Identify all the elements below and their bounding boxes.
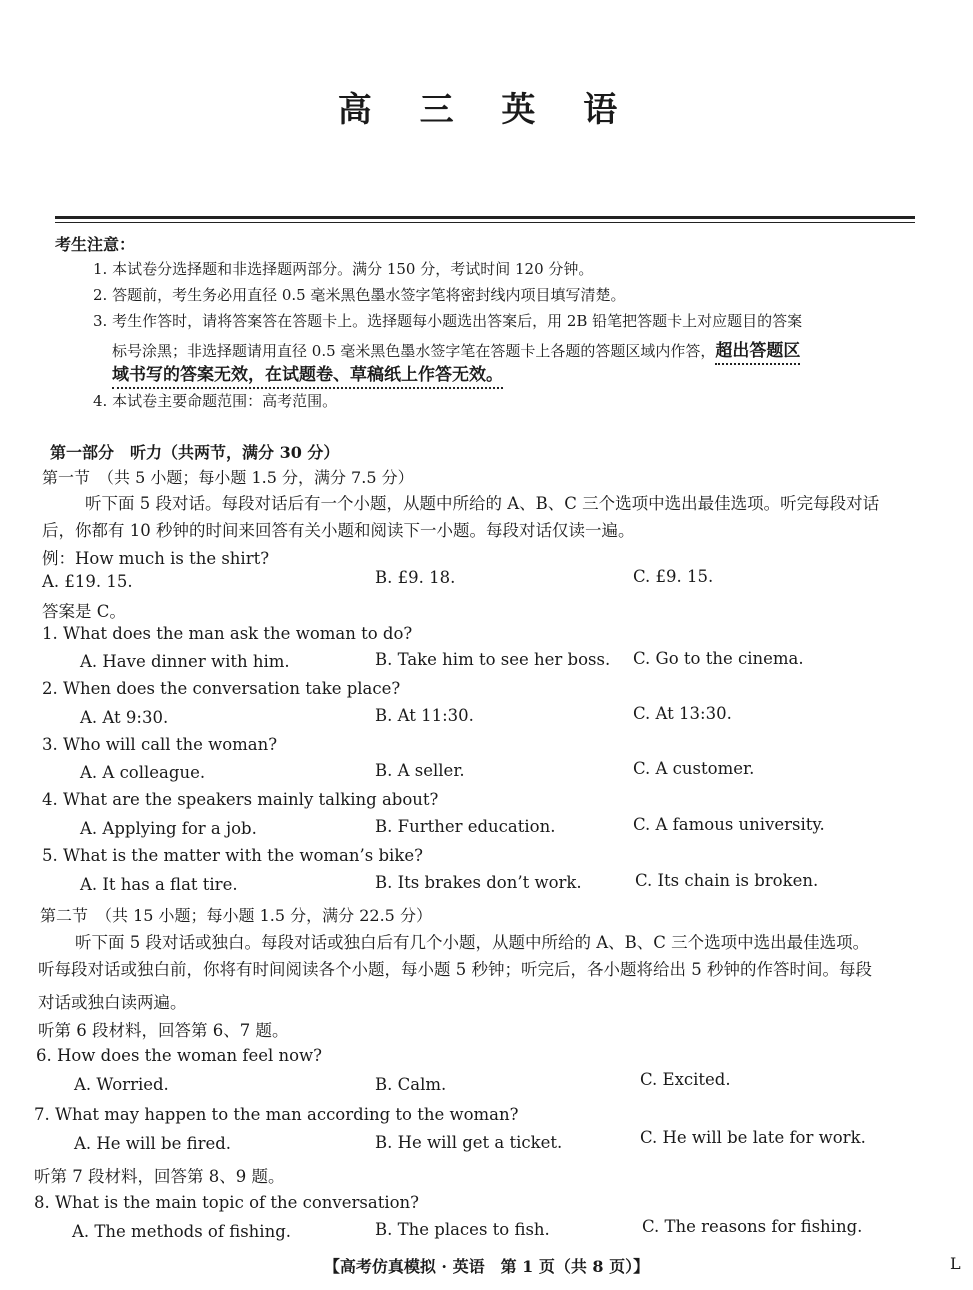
question-6: 6. How does the woman feel now? [36, 1046, 323, 1065]
note-item: 3. 考生作答时，请将答案答在答题卡上。选择题每小题选出答案后，用 2B 铅笔把答题卡上对应题目的答案 [93, 312, 803, 330]
question-1: 1. What does the man ask the woman to do? [42, 624, 413, 643]
question-3: 3. Who will call the woman? [42, 735, 278, 754]
question-5: 5. What is the matter with the woman’s bike? [42, 846, 423, 865]
material-7-heading: 听第 7 段材料，回答第 8、9 题。 [34, 1167, 285, 1186]
example-option-c: C. £9. 15. [633, 567, 714, 586]
question-8-option-c: C. The reasons for fishing. [642, 1217, 863, 1236]
page-title: 高 三 英 语 [337, 90, 636, 130]
material-6-heading: 听第 6 段材料，回答第 6、7 题。 [38, 1021, 289, 1040]
question-7: 7. What may happen to the man according to the woman? [34, 1105, 519, 1124]
note-item [112, 336, 800, 361]
question-1-option-c: C. Go to the cinema. [633, 649, 804, 668]
question-2: 2. When does the conversation take place? [42, 679, 401, 698]
section2-heading: 第二节 （共 15 小题；每小题 1.5 分，满分 22.5 分） [40, 906, 432, 925]
note-item: 4. 本试卷主要命题范围：高考范围。 [93, 392, 338, 410]
question-3-option-c: C. A customer. [633, 759, 755, 778]
question-5-option-c: C. Its chain is broken. [635, 871, 819, 890]
note-item: 1. 本试卷分选择题和非选择题两部分。满分 150 分，考试时间 120 分钟。 [93, 260, 594, 278]
question-1-option-a: A. Have dinner with him. [80, 652, 290, 671]
note-emphasis: 域书写的答案无效，在试题卷、草稿纸上作答无效。 [112, 365, 503, 389]
notes-heading: 考生注意： [55, 235, 136, 254]
question-8-option-a: A. The methods of fishing. [72, 1222, 292, 1241]
question-5-option-a: A. It has a flat tire. [80, 875, 238, 894]
question-1-option-b: B. Take him to see her boss. [375, 650, 611, 669]
example-answer: 答案是 C。 [42, 602, 126, 621]
question-7-option-b: B. He will get a ticket. [375, 1133, 563, 1152]
example-option-b: B. £9. 18. [375, 568, 456, 587]
example-option-a: A. £19. 15. [42, 572, 133, 591]
note-emphasis-line [112, 360, 503, 385]
part1-heading: 第一部分 听力（共两节，满分 30 分） [50, 443, 340, 462]
question-2-option-b: B. At 11:30. [375, 706, 474, 725]
section2-instructions: 听下面 5 段对话或独白。每段对话或独白后有几个小题，从题中所给的 A、B、C 三个选项中选出最佳选项。 [75, 933, 870, 952]
question-7-option-c: C. He will be late for work. [640, 1128, 866, 1147]
section1-heading: 第一节 （共 5 小题；每小题 1.5 分，满分 7.5 分） [42, 468, 414, 487]
divider-thick [55, 216, 915, 219]
question-8: 8. What is the main topic of the conversation? [34, 1193, 420, 1212]
note-emphasis: 超出答题区 [715, 341, 800, 365]
question-2-option-c: C. At 13:30. [633, 704, 732, 723]
divider-thin [55, 222, 915, 223]
question-4-option-b: B. Further education. [375, 817, 556, 836]
question-4-option-a: A. Applying for a job. [80, 819, 257, 838]
question-6-option-c: C. Excited. [640, 1070, 731, 1089]
page-footer: 【高考仿真模拟 · 英语 第 1 页（共 8 页）】 [323, 1257, 650, 1276]
example-question: 例：How much is the shirt? [42, 549, 270, 568]
question-6-option-a: A. Worried. [74, 1075, 169, 1094]
section1-instructions-cont: 后，你都有 10 秒钟的时间来回答有关小题和阅读下一小题。每段对话仅读一遍。 [42, 521, 635, 540]
question-6-option-b: B. Calm. [375, 1075, 447, 1094]
note-text: 标号涂黑；非选择题请用直径 0.5 毫米黑色墨水签字笔在答题卡上各题的答题区域内作答， [112, 342, 716, 360]
question-4-option-c: C. A famous university. [633, 815, 825, 834]
question-3-option-b: B. A seller. [375, 761, 465, 780]
section2-instructions-end: 对话或独白读两遍。 [38, 993, 187, 1012]
note-item: 2. 答题前，考生务必用直径 0.5 毫米黑色墨水签字笔将密封线内项目填写清楚。 [93, 286, 626, 304]
section1-instructions: 听下面 5 段对话。每段对话后有一个小题，从题中所给的 A、B、C 三个选项中选出最佳选项。听完每段对话 [85, 494, 880, 513]
question-7-option-a: A. He will be fired. [74, 1134, 232, 1153]
corner-mark: L [950, 1254, 961, 1273]
question-8-option-b: B. The places to fish. [375, 1220, 550, 1239]
section2-instructions-cont: 听每段对话或独白前，你将有时间阅读各个小题，每小题 5 秒钟；听完后，各小题将给出 5 秒钟的作答时间。每段 [38, 960, 872, 979]
question-5-option-b: B. Its brakes don’t work. [375, 873, 582, 892]
question-4: 4. What are the speakers mainly talking about? [42, 790, 439, 809]
question-3-option-a: A. A colleague. [80, 763, 206, 782]
question-2-option-a: A. At 9:30. [80, 708, 169, 727]
